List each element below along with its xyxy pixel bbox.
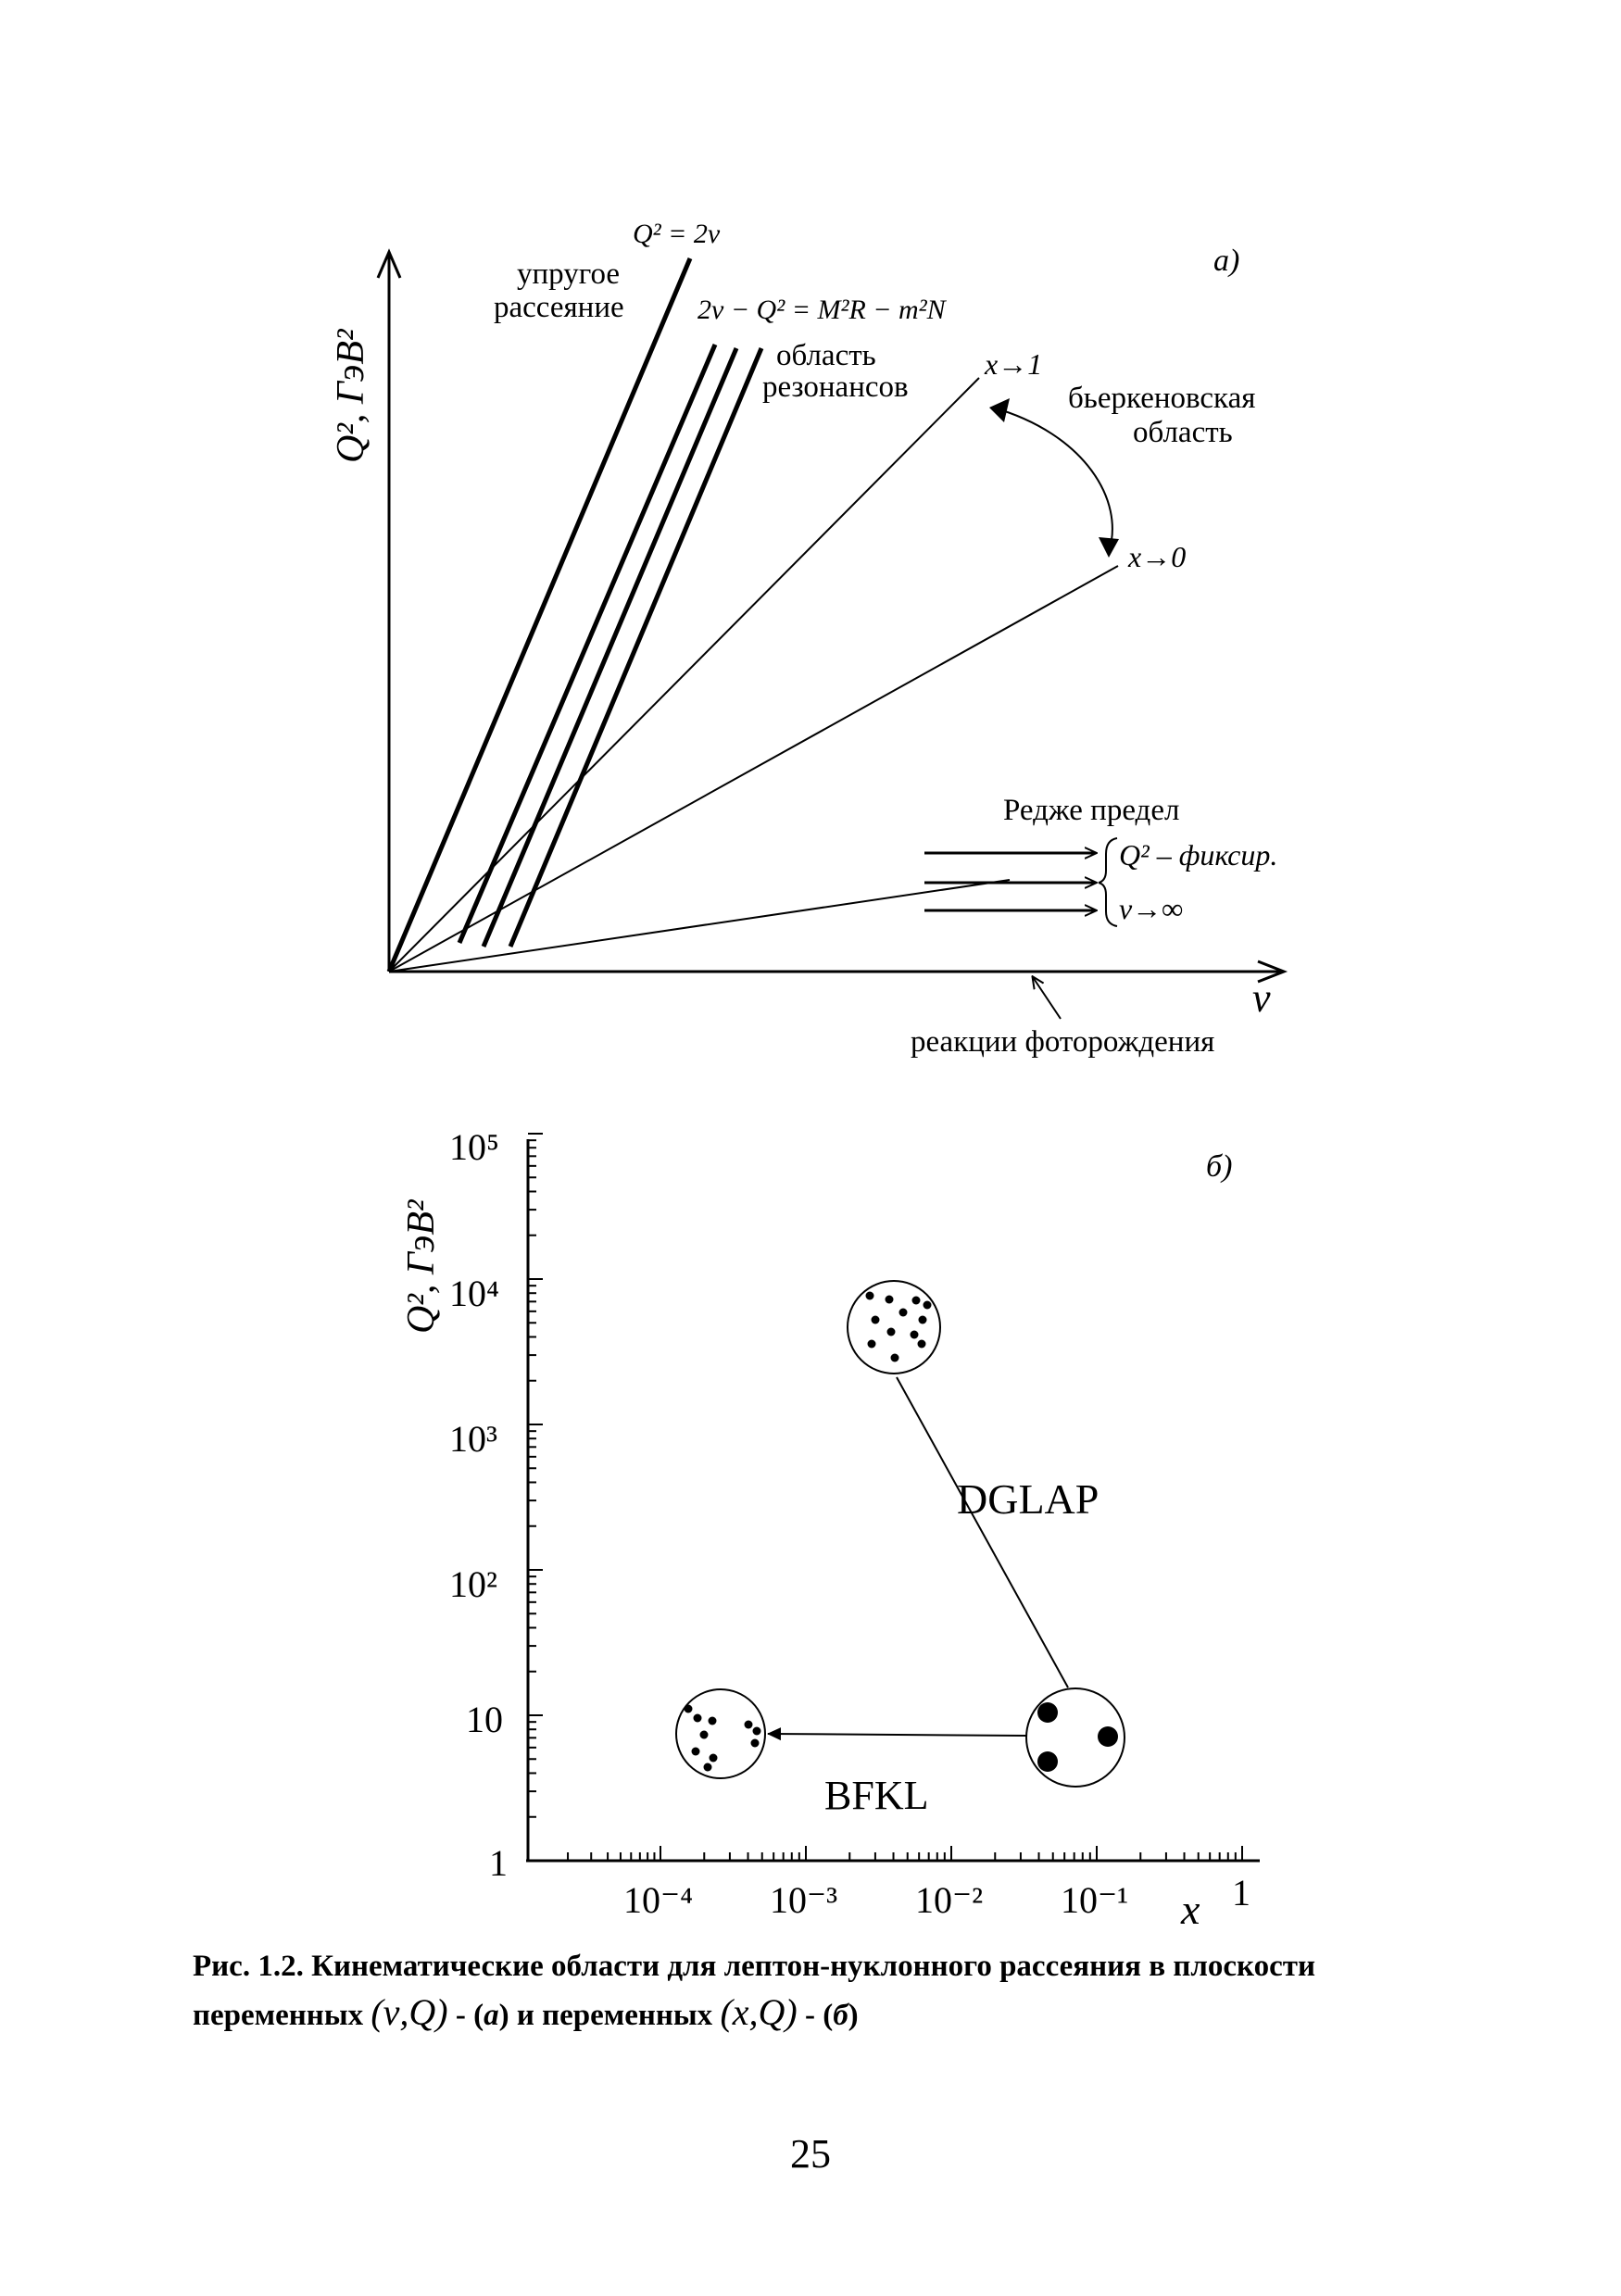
dglap-label: DGLAP — [957, 1475, 1100, 1523]
resonance-line-2 — [484, 348, 736, 947]
regge-brace — [1099, 838, 1117, 926]
bjorken-label-line1: бьеркеновская — [1068, 382, 1256, 415]
x-tick-1: 1 — [1232, 1872, 1250, 1913]
regge-condition-1: Q² – фиксир. — [1119, 838, 1278, 872]
elastic-line — [389, 258, 690, 972]
bfkl-cluster-circle — [676, 1689, 765, 1778]
bjorken-arrowhead-bottom — [1099, 537, 1119, 558]
caption-text-a: переменных — [193, 1999, 364, 2032]
fig-b-panel-label: б) — [1206, 1149, 1233, 1184]
caption-vars-b: (x,Q) — [720, 1991, 798, 2033]
caption-text-b: - ( — [455, 1999, 484, 2032]
caption-ref-a: а — [484, 1999, 499, 2032]
page-number: 25 — [790, 2131, 831, 2177]
bfkl-cluster-dots — [685, 1705, 761, 1772]
bjorken-label-line2: область — [1133, 416, 1233, 449]
dglap-cluster-dots — [866, 1292, 932, 1362]
x-to-0-label: x→0 — [1128, 540, 1187, 573]
x-to-1-label: x→1 — [985, 347, 1043, 381]
fig-b-y-minor-ticks — [528, 1134, 543, 1861]
fig-a-panel-label: а) — [1213, 244, 1240, 278]
caption-line-1: Рис. 1.2. Кинематические области для лептон-нуклонного рассеяния в плоскости — [193, 1950, 1315, 1983]
elastic-label-line1: упругое — [517, 257, 620, 291]
bfkl-label: BFKL — [824, 1773, 929, 1818]
elastic-label-line2: рассеяние — [494, 291, 624, 324]
fig-a-y-axis-label: Q², ГэВ² — [330, 329, 372, 463]
photoproduction-label: реакции фоторождения — [911, 1025, 1215, 1059]
resonance-line-1 — [459, 345, 715, 943]
x-tick-1e-3: 10⁻³ — [770, 1879, 838, 1921]
caption-ref-b: б — [833, 1999, 848, 2032]
figure-caption — [193, 1943, 1443, 2039]
x-tick-1e-4: 10⁻⁴ — [623, 1879, 694, 1921]
figure-a — [330, 219, 1284, 1059]
resonance-label-line1: область — [776, 339, 876, 372]
regge-title: Редже предел — [1003, 794, 1180, 827]
bjorken-curved-arrow — [993, 408, 1112, 552]
photoproduction-arrow — [1033, 977, 1061, 1019]
y-tick-1e5: 10⁵ — [449, 1126, 499, 1168]
bfkl-line — [768, 1734, 1026, 1736]
resonance-formula: 2ν − Q² = M²R − m²N — [697, 295, 946, 325]
caption-vars-a: (ν,Q) — [371, 1991, 448, 2033]
regge-condition-2: ν→∞ — [1119, 892, 1184, 925]
caption-line-2 — [193, 1989, 1443, 2039]
x-tick-1e-2: 10⁻² — [915, 1879, 984, 1921]
y-tick-1e2: 10² — [449, 1563, 497, 1605]
fig-b-x-minor-ticks — [528, 1846, 1242, 1861]
fig-a-x-axis-label: ν — [1252, 975, 1271, 1021]
caption-text-c: ) и переменных — [498, 1999, 713, 2032]
elastic-formula: Q² = 2ν — [633, 219, 721, 249]
resonance-label-line2: резонансов — [762, 370, 909, 404]
fig-b-x-axis-label: x — [1181, 1886, 1200, 1933]
y-tick-1e3: 10³ — [449, 1418, 497, 1460]
figure-b — [400, 1126, 1260, 1933]
caption-text-e: ) — [848, 1999, 859, 2032]
y-tick-10: 10 — [466, 1699, 503, 1740]
x-tick-1e-1: 10⁻¹ — [1061, 1879, 1129, 1921]
dglap-line — [897, 1377, 1068, 1687]
y-tick-1e4: 10⁴ — [449, 1273, 499, 1314]
large-x-dots — [1037, 1702, 1118, 1772]
fig-b-y-axis-label: Q², ГэВ² — [400, 1199, 443, 1334]
y-tick-1: 1 — [489, 1842, 508, 1884]
bjorken-arrowhead-top — [989, 398, 1010, 422]
caption-text-d: - ( — [804, 1999, 834, 2032]
resonance-line-3 — [510, 348, 761, 947]
